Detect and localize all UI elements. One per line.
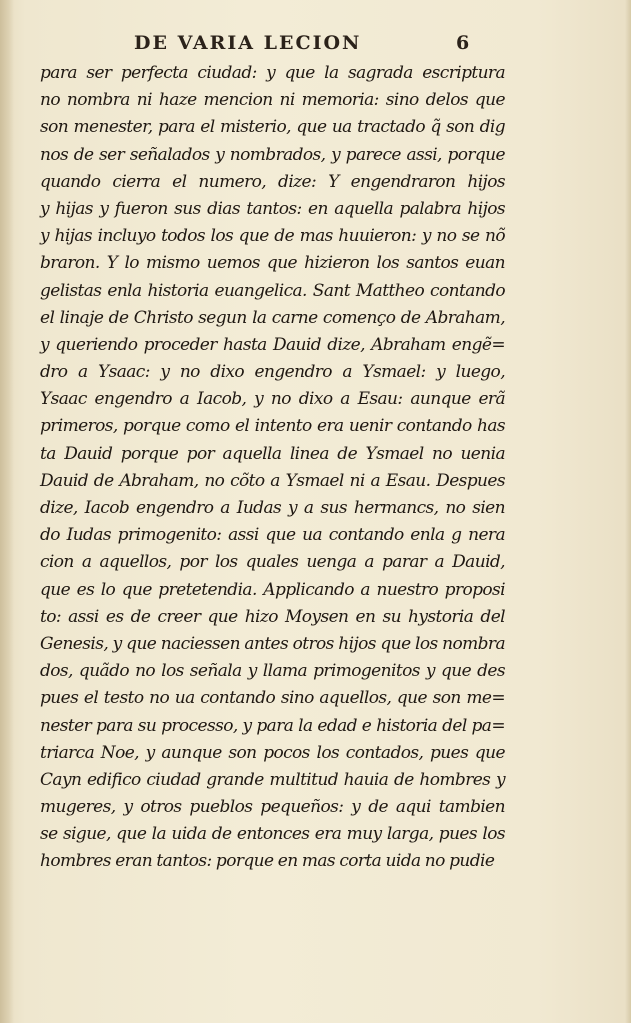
text-line: Genesis, y que naciessen antes otros hijos que los nombra xyxy=(40,633,505,654)
text-line: braron. Y lo mismo uemos que hizieron los santos euan xyxy=(40,253,505,274)
text-line: dos, quãdo no los señala y llama primogenitos y que des xyxy=(40,661,505,682)
text-line: no nombra ni haze mencion ni memoria: sino delos que xyxy=(40,90,505,111)
text-line: primeros, porque como el intento era uenir contando has xyxy=(40,416,505,437)
text-line: Dauid de Abraham, no cõto a Ysmael ni a Esau. Despues xyxy=(40,470,505,491)
page-header xyxy=(0,32,631,58)
text-line: mugeres, y otros pueblos pequeños: y de aqui tambien xyxy=(40,797,505,818)
text-line: y hijas incluyo todos los que de mas huuieron: y no se nõ xyxy=(40,226,505,247)
text-line: triarca Noe, y aunque son pocos los contados, pues que xyxy=(40,742,505,763)
text-line: y queriendo proceder hasta Dauid dize, Abraham engẽ= xyxy=(40,334,505,355)
folio-number: 6 xyxy=(456,32,470,54)
running-title: DE VARIA LECION xyxy=(134,32,362,54)
text-line: cion a aquellos, por los quales uenga a parar a Dauid, xyxy=(40,552,505,573)
text-line: y hijas y fueron sus dias tantos: en aquella palabra hijos xyxy=(40,198,505,219)
text-line: dize, Iacob engendro a Iudas y a sus hermancs, no sien xyxy=(40,498,505,518)
text-line: hombres eran tantos: porque en mas corta uida no pudie xyxy=(40,851,495,872)
text-line: do Iudas primogenito: assi que ua contando enla g nera xyxy=(40,525,505,546)
text-line: Ysaac engendro a Iacob, y no dixo a Esau: aunque erã xyxy=(40,389,505,410)
text-line: nos de ser señalados y nombrados, y parece assi, porque xyxy=(40,144,505,165)
text-line: el linaje de Christo segun la carne començo de Abraham, xyxy=(40,307,505,328)
page-edge xyxy=(625,0,631,1023)
text-line: son menester, para el misterio, que ua tractado q̃ son dig xyxy=(40,117,505,138)
text-line: quando cierra el numero, dize: Y engendraron hijos xyxy=(40,171,505,192)
body-text xyxy=(40,60,505,876)
text-line: para ser perfecta ciudad: y que la sagrada escriptura xyxy=(40,63,505,83)
text-line: Cayn edifico ciudad grande multitud hauia de hombres y xyxy=(40,769,505,790)
text-line: se sigue, que la uida de entonces era muy larga, pues los xyxy=(40,824,505,845)
text-line: to: assi es de creer que hizo Moysen en su hystoria del xyxy=(40,606,505,627)
page-gutter xyxy=(0,0,14,1023)
text-line: dro a Ysaac: y no dixo engendro a Ysmael: y luego, xyxy=(40,362,505,383)
text-line: ta Dauid porque por aquella linea de Ysmael no uenia xyxy=(40,443,505,464)
text-line: que es lo que pretetendia. Applicando a nuestro proposi xyxy=(40,579,505,600)
text-line: gelistas enla historia euangelica. Sant Mattheo contando xyxy=(40,280,505,301)
text-line: pues el testo no ua contando sino aquellos, que son me= xyxy=(40,688,505,709)
text-line: nester para su processo, y para la edad e historia del pa= xyxy=(40,715,505,736)
